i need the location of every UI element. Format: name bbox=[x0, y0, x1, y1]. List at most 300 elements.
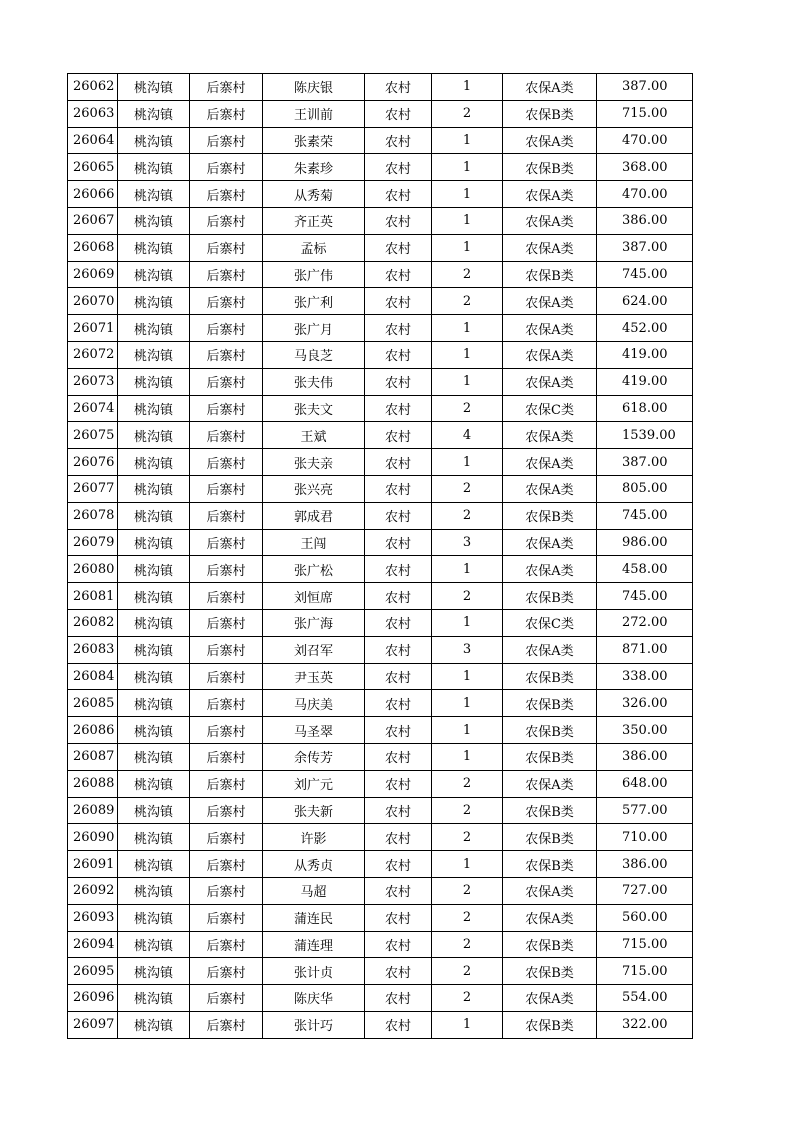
area-type-cell: 农村 bbox=[365, 690, 432, 717]
town-cell: 桃沟镇 bbox=[118, 958, 190, 985]
household-count-cell: 2 bbox=[432, 502, 503, 529]
village-cell: 后寨村 bbox=[190, 690, 263, 717]
village-cell: 后寨村 bbox=[190, 502, 263, 529]
town-cell: 桃沟镇 bbox=[118, 475, 190, 502]
table-row bbox=[68, 931, 693, 958]
record-id-cell: 26088 bbox=[68, 770, 118, 797]
town-cell: 桃沟镇 bbox=[118, 743, 190, 770]
table-row bbox=[68, 797, 693, 824]
household-count-cell: 1 bbox=[432, 207, 503, 234]
town-cell: 桃沟镇 bbox=[118, 261, 190, 288]
category-cell: 农保B类 bbox=[503, 824, 597, 851]
record-id-cell: 26085 bbox=[68, 690, 118, 717]
record-id-cell: 26089 bbox=[68, 797, 118, 824]
village-cell: 后寨村 bbox=[190, 1011, 263, 1038]
amount-cell: 805.00 bbox=[597, 475, 693, 502]
record-id-cell: 26073 bbox=[68, 368, 118, 395]
town-cell: 桃沟镇 bbox=[118, 904, 190, 931]
town-cell: 桃沟镇 bbox=[118, 127, 190, 154]
table-row bbox=[68, 636, 693, 663]
table-row bbox=[68, 449, 693, 476]
category-cell: 农保A类 bbox=[503, 449, 597, 476]
village-cell: 后寨村 bbox=[190, 717, 263, 744]
village-cell: 后寨村 bbox=[190, 904, 263, 931]
town-cell: 桃沟镇 bbox=[118, 395, 190, 422]
category-cell: 农保A类 bbox=[503, 181, 597, 208]
category-cell: 农保A类 bbox=[503, 315, 597, 342]
area-type-cell: 农村 bbox=[365, 74, 432, 101]
area-type-cell: 农村 bbox=[365, 341, 432, 368]
village-cell: 后寨村 bbox=[190, 931, 263, 958]
household-count-cell: 2 bbox=[432, 261, 503, 288]
table-row bbox=[68, 341, 693, 368]
area-type-cell: 农村 bbox=[365, 315, 432, 342]
name-cell: 马圣翠 bbox=[263, 717, 365, 744]
area-type-cell: 农村 bbox=[365, 770, 432, 797]
category-cell: 农保B类 bbox=[503, 502, 597, 529]
village-cell: 后寨村 bbox=[190, 261, 263, 288]
household-count-cell: 1 bbox=[432, 743, 503, 770]
table-row bbox=[68, 502, 693, 529]
area-type-cell: 农村 bbox=[365, 449, 432, 476]
name-cell: 蒲连民 bbox=[263, 904, 365, 931]
table-row bbox=[68, 261, 693, 288]
household-count-cell: 2 bbox=[432, 288, 503, 315]
household-count-cell: 1 bbox=[432, 154, 503, 181]
table-row bbox=[68, 529, 693, 556]
name-cell: 张广松 bbox=[263, 556, 365, 583]
household-count-cell: 1 bbox=[432, 690, 503, 717]
name-cell: 张夫亲 bbox=[263, 449, 365, 476]
household-count-cell: 1 bbox=[432, 234, 503, 261]
amount-cell: 386.00 bbox=[597, 207, 693, 234]
town-cell: 桃沟镇 bbox=[118, 449, 190, 476]
table-row bbox=[68, 609, 693, 636]
town-cell: 桃沟镇 bbox=[118, 985, 190, 1012]
amount-cell: 715.00 bbox=[597, 958, 693, 985]
household-count-cell: 1 bbox=[432, 609, 503, 636]
amount-cell: 715.00 bbox=[597, 100, 693, 127]
name-cell: 王斌 bbox=[263, 422, 365, 449]
village-cell: 后寨村 bbox=[190, 74, 263, 101]
category-cell: 农保B类 bbox=[503, 100, 597, 127]
name-cell: 马超 bbox=[263, 877, 365, 904]
amount-cell: 554.00 bbox=[597, 985, 693, 1012]
record-id-cell: 26067 bbox=[68, 207, 118, 234]
town-cell: 桃沟镇 bbox=[118, 851, 190, 878]
village-cell: 后寨村 bbox=[190, 368, 263, 395]
category-cell: 农保B类 bbox=[503, 261, 597, 288]
area-type-cell: 农村 bbox=[365, 395, 432, 422]
household-count-cell: 1 bbox=[432, 1011, 503, 1038]
category-cell: 农保B类 bbox=[503, 797, 597, 824]
category-cell: 农保B类 bbox=[503, 958, 597, 985]
table-row bbox=[68, 154, 693, 181]
household-count-cell: 2 bbox=[432, 958, 503, 985]
area-type-cell: 农村 bbox=[365, 288, 432, 315]
record-id-cell: 26083 bbox=[68, 636, 118, 663]
category-cell: 农保B类 bbox=[503, 743, 597, 770]
amount-cell: 577.00 bbox=[597, 797, 693, 824]
table-row bbox=[68, 475, 693, 502]
record-id-cell: 26087 bbox=[68, 743, 118, 770]
household-count-cell: 1 bbox=[432, 127, 503, 154]
village-cell: 后寨村 bbox=[190, 770, 263, 797]
record-id-cell: 26063 bbox=[68, 100, 118, 127]
household-count-cell: 1 bbox=[432, 181, 503, 208]
area-type-cell: 农村 bbox=[365, 422, 432, 449]
household-count-cell: 1 bbox=[432, 556, 503, 583]
name-cell: 张广利 bbox=[263, 288, 365, 315]
name-cell: 许影 bbox=[263, 824, 365, 851]
amount-cell: 727.00 bbox=[597, 877, 693, 904]
amount-cell: 322.00 bbox=[597, 1011, 693, 1038]
table-row bbox=[68, 770, 693, 797]
table-row bbox=[68, 288, 693, 315]
village-cell: 后寨村 bbox=[190, 100, 263, 127]
record-id-cell: 26075 bbox=[68, 422, 118, 449]
area-type-cell: 农村 bbox=[365, 958, 432, 985]
name-cell: 张夫新 bbox=[263, 797, 365, 824]
area-type-cell: 农村 bbox=[365, 583, 432, 610]
town-cell: 桃沟镇 bbox=[118, 368, 190, 395]
category-cell: 农保B类 bbox=[503, 663, 597, 690]
household-count-cell: 2 bbox=[432, 770, 503, 797]
area-type-cell: 农村 bbox=[365, 475, 432, 502]
record-id-cell: 26086 bbox=[68, 717, 118, 744]
household-count-cell: 2 bbox=[432, 475, 503, 502]
area-type-cell: 农村 bbox=[365, 100, 432, 127]
amount-cell: 338.00 bbox=[597, 663, 693, 690]
category-cell: 农保A类 bbox=[503, 422, 597, 449]
name-cell: 张夫伟 bbox=[263, 368, 365, 395]
name-cell: 马良芝 bbox=[263, 341, 365, 368]
household-count-cell: 2 bbox=[432, 395, 503, 422]
village-cell: 后寨村 bbox=[190, 422, 263, 449]
table-row bbox=[68, 1011, 693, 1038]
category-cell: 农保B类 bbox=[503, 717, 597, 744]
category-cell: 农保A类 bbox=[503, 341, 597, 368]
village-cell: 后寨村 bbox=[190, 234, 263, 261]
town-cell: 桃沟镇 bbox=[118, 797, 190, 824]
name-cell: 从秀菊 bbox=[263, 181, 365, 208]
area-type-cell: 农村 bbox=[365, 663, 432, 690]
record-id-cell: 26094 bbox=[68, 931, 118, 958]
table-row bbox=[68, 690, 693, 717]
category-cell: 农保A类 bbox=[503, 529, 597, 556]
village-cell: 后寨村 bbox=[190, 475, 263, 502]
record-id-cell: 26072 bbox=[68, 341, 118, 368]
town-cell: 桃沟镇 bbox=[118, 74, 190, 101]
area-type-cell: 农村 bbox=[365, 797, 432, 824]
amount-cell: 387.00 bbox=[597, 449, 693, 476]
amount-cell: 618.00 bbox=[597, 395, 693, 422]
record-id-cell: 26069 bbox=[68, 261, 118, 288]
table-row bbox=[68, 368, 693, 395]
table-row bbox=[68, 100, 693, 127]
name-cell: 张计巧 bbox=[263, 1011, 365, 1038]
name-cell: 张夫文 bbox=[263, 395, 365, 422]
amount-cell: 452.00 bbox=[597, 315, 693, 342]
name-cell: 刘召军 bbox=[263, 636, 365, 663]
name-cell: 张兴亮 bbox=[263, 475, 365, 502]
household-count-cell: 3 bbox=[432, 636, 503, 663]
household-count-cell: 1 bbox=[432, 717, 503, 744]
table-row bbox=[68, 743, 693, 770]
village-cell: 后寨村 bbox=[190, 877, 263, 904]
area-type-cell: 农村 bbox=[365, 529, 432, 556]
record-id-cell: 26095 bbox=[68, 958, 118, 985]
village-cell: 后寨村 bbox=[190, 556, 263, 583]
area-type-cell: 农村 bbox=[365, 234, 432, 261]
amount-cell: 350.00 bbox=[597, 717, 693, 744]
name-cell: 刘广元 bbox=[263, 770, 365, 797]
amount-cell: 560.00 bbox=[597, 904, 693, 931]
category-cell: 农保B类 bbox=[503, 583, 597, 610]
area-type-cell: 农村 bbox=[365, 877, 432, 904]
record-id-cell: 26066 bbox=[68, 181, 118, 208]
village-cell: 后寨村 bbox=[190, 583, 263, 610]
village-cell: 后寨村 bbox=[190, 985, 263, 1012]
town-cell: 桃沟镇 bbox=[118, 315, 190, 342]
table-row bbox=[68, 556, 693, 583]
amount-cell: 986.00 bbox=[597, 529, 693, 556]
town-cell: 桃沟镇 bbox=[118, 609, 190, 636]
amount-cell: 648.00 bbox=[597, 770, 693, 797]
town-cell: 桃沟镇 bbox=[118, 1011, 190, 1038]
area-type-cell: 农村 bbox=[365, 851, 432, 878]
record-id-cell: 26093 bbox=[68, 904, 118, 931]
area-type-cell: 农村 bbox=[365, 609, 432, 636]
town-cell: 桃沟镇 bbox=[118, 717, 190, 744]
household-count-cell: 1 bbox=[432, 449, 503, 476]
record-id-cell: 26074 bbox=[68, 395, 118, 422]
record-id-cell: 26084 bbox=[68, 663, 118, 690]
category-cell: 农保B类 bbox=[503, 154, 597, 181]
town-cell: 桃沟镇 bbox=[118, 636, 190, 663]
name-cell: 从秀贞 bbox=[263, 851, 365, 878]
area-type-cell: 农村 bbox=[365, 207, 432, 234]
town-cell: 桃沟镇 bbox=[118, 529, 190, 556]
amount-cell: 470.00 bbox=[597, 181, 693, 208]
subsidy-table bbox=[67, 73, 693, 1039]
town-cell: 桃沟镇 bbox=[118, 234, 190, 261]
amount-cell: 387.00 bbox=[597, 74, 693, 101]
category-cell: 农保A类 bbox=[503, 636, 597, 663]
record-id-cell: 26068 bbox=[68, 234, 118, 261]
amount-cell: 458.00 bbox=[597, 556, 693, 583]
town-cell: 桃沟镇 bbox=[118, 690, 190, 717]
town-cell: 桃沟镇 bbox=[118, 207, 190, 234]
village-cell: 后寨村 bbox=[190, 449, 263, 476]
category-cell: 农保A类 bbox=[503, 368, 597, 395]
area-type-cell: 农村 bbox=[365, 931, 432, 958]
area-type-cell: 农村 bbox=[365, 556, 432, 583]
household-count-cell: 4 bbox=[432, 422, 503, 449]
table-row bbox=[68, 207, 693, 234]
household-count-cell: 2 bbox=[432, 904, 503, 931]
village-cell: 后寨村 bbox=[190, 636, 263, 663]
record-id-cell: 26070 bbox=[68, 288, 118, 315]
record-id-cell: 26062 bbox=[68, 74, 118, 101]
amount-cell: 419.00 bbox=[597, 341, 693, 368]
area-type-cell: 农村 bbox=[365, 717, 432, 744]
name-cell: 陈庆华 bbox=[263, 985, 365, 1012]
record-id-cell: 26080 bbox=[68, 556, 118, 583]
category-cell: 农保B类 bbox=[503, 851, 597, 878]
area-type-cell: 农村 bbox=[365, 985, 432, 1012]
record-id-cell: 26091 bbox=[68, 851, 118, 878]
household-count-cell: 2 bbox=[432, 583, 503, 610]
category-cell: 农保A类 bbox=[503, 556, 597, 583]
name-cell: 张广月 bbox=[263, 315, 365, 342]
area-type-cell: 农村 bbox=[365, 636, 432, 663]
household-count-cell: 1 bbox=[432, 315, 503, 342]
household-count-cell: 1 bbox=[432, 341, 503, 368]
village-cell: 后寨村 bbox=[190, 154, 263, 181]
category-cell: 农保C类 bbox=[503, 395, 597, 422]
table-row bbox=[68, 877, 693, 904]
category-cell: 农保A类 bbox=[503, 74, 597, 101]
village-cell: 后寨村 bbox=[190, 127, 263, 154]
village-cell: 后寨村 bbox=[190, 207, 263, 234]
table-body bbox=[68, 74, 693, 1039]
village-cell: 后寨村 bbox=[190, 824, 263, 851]
record-id-cell: 26065 bbox=[68, 154, 118, 181]
amount-cell: 387.00 bbox=[597, 234, 693, 261]
table-row bbox=[68, 851, 693, 878]
table-row bbox=[68, 717, 693, 744]
category-cell: 农保A类 bbox=[503, 207, 597, 234]
town-cell: 桃沟镇 bbox=[118, 556, 190, 583]
table-row bbox=[68, 583, 693, 610]
category-cell: 农保A类 bbox=[503, 904, 597, 931]
name-cell: 张广海 bbox=[263, 609, 365, 636]
amount-cell: 386.00 bbox=[597, 743, 693, 770]
household-count-cell: 2 bbox=[432, 877, 503, 904]
household-count-cell: 1 bbox=[432, 851, 503, 878]
name-cell: 马庆美 bbox=[263, 690, 365, 717]
town-cell: 桃沟镇 bbox=[118, 341, 190, 368]
town-cell: 桃沟镇 bbox=[118, 181, 190, 208]
record-id-cell: 26078 bbox=[68, 502, 118, 529]
name-cell: 余传芳 bbox=[263, 743, 365, 770]
record-id-cell: 26097 bbox=[68, 1011, 118, 1038]
household-count-cell: 3 bbox=[432, 529, 503, 556]
area-type-cell: 农村 bbox=[365, 1011, 432, 1038]
area-type-cell: 农村 bbox=[365, 154, 432, 181]
category-cell: 农保A类 bbox=[503, 475, 597, 502]
table-row bbox=[68, 824, 693, 851]
village-cell: 后寨村 bbox=[190, 743, 263, 770]
table-row bbox=[68, 234, 693, 261]
category-cell: 农保B类 bbox=[503, 931, 597, 958]
record-id-cell: 26071 bbox=[68, 315, 118, 342]
village-cell: 后寨村 bbox=[190, 797, 263, 824]
name-cell: 张广伟 bbox=[263, 261, 365, 288]
village-cell: 后寨村 bbox=[190, 181, 263, 208]
amount-cell: 386.00 bbox=[597, 851, 693, 878]
name-cell: 王闯 bbox=[263, 529, 365, 556]
record-id-cell: 26064 bbox=[68, 127, 118, 154]
household-count-cell: 2 bbox=[432, 100, 503, 127]
record-id-cell: 26076 bbox=[68, 449, 118, 476]
table-row bbox=[68, 958, 693, 985]
amount-cell: 710.00 bbox=[597, 824, 693, 851]
area-type-cell: 农村 bbox=[365, 261, 432, 288]
town-cell: 桃沟镇 bbox=[118, 877, 190, 904]
village-cell: 后寨村 bbox=[190, 851, 263, 878]
table-row bbox=[68, 395, 693, 422]
area-type-cell: 农村 bbox=[365, 502, 432, 529]
table-row bbox=[68, 127, 693, 154]
area-type-cell: 农村 bbox=[365, 368, 432, 395]
area-type-cell: 农村 bbox=[365, 743, 432, 770]
record-id-cell: 26090 bbox=[68, 824, 118, 851]
town-cell: 桃沟镇 bbox=[118, 154, 190, 181]
amount-cell: 326.00 bbox=[597, 690, 693, 717]
name-cell: 蒲连理 bbox=[263, 931, 365, 958]
amount-cell: 1539.00 bbox=[597, 422, 693, 449]
area-type-cell: 农村 bbox=[365, 181, 432, 208]
category-cell: 农保C类 bbox=[503, 609, 597, 636]
record-id-cell: 26081 bbox=[68, 583, 118, 610]
table-row bbox=[68, 181, 693, 208]
village-cell: 后寨村 bbox=[190, 529, 263, 556]
town-cell: 桃沟镇 bbox=[118, 502, 190, 529]
record-id-cell: 26079 bbox=[68, 529, 118, 556]
category-cell: 农保B类 bbox=[503, 1011, 597, 1038]
name-cell: 郭成君 bbox=[263, 502, 365, 529]
category-cell: 农保A类 bbox=[503, 127, 597, 154]
household-count-cell: 2 bbox=[432, 985, 503, 1012]
household-count-cell: 1 bbox=[432, 368, 503, 395]
area-type-cell: 农村 bbox=[365, 904, 432, 931]
amount-cell: 715.00 bbox=[597, 931, 693, 958]
name-cell: 孟标 bbox=[263, 234, 365, 261]
name-cell: 朱素珍 bbox=[263, 154, 365, 181]
table-row bbox=[68, 904, 693, 931]
village-cell: 后寨村 bbox=[190, 609, 263, 636]
household-count-cell: 1 bbox=[432, 74, 503, 101]
household-count-cell: 1 bbox=[432, 663, 503, 690]
name-cell: 陈庆银 bbox=[263, 74, 365, 101]
record-id-cell: 26092 bbox=[68, 877, 118, 904]
household-count-cell: 2 bbox=[432, 931, 503, 958]
area-type-cell: 农村 bbox=[365, 127, 432, 154]
name-cell: 王训前 bbox=[263, 100, 365, 127]
category-cell: 农保B类 bbox=[503, 690, 597, 717]
name-cell: 尹玉英 bbox=[263, 663, 365, 690]
category-cell: 农保A类 bbox=[503, 288, 597, 315]
category-cell: 农保A类 bbox=[503, 877, 597, 904]
town-cell: 桃沟镇 bbox=[118, 824, 190, 851]
name-cell: 张计贞 bbox=[263, 958, 365, 985]
town-cell: 桃沟镇 bbox=[118, 422, 190, 449]
town-cell: 桃沟镇 bbox=[118, 100, 190, 127]
household-count-cell: 2 bbox=[432, 797, 503, 824]
area-type-cell: 农村 bbox=[365, 824, 432, 851]
amount-cell: 368.00 bbox=[597, 154, 693, 181]
village-cell: 后寨村 bbox=[190, 958, 263, 985]
amount-cell: 624.00 bbox=[597, 288, 693, 315]
village-cell: 后寨村 bbox=[190, 341, 263, 368]
amount-cell: 419.00 bbox=[597, 368, 693, 395]
amount-cell: 745.00 bbox=[597, 261, 693, 288]
table-row bbox=[68, 315, 693, 342]
record-id-cell: 26077 bbox=[68, 475, 118, 502]
town-cell: 桃沟镇 bbox=[118, 583, 190, 610]
